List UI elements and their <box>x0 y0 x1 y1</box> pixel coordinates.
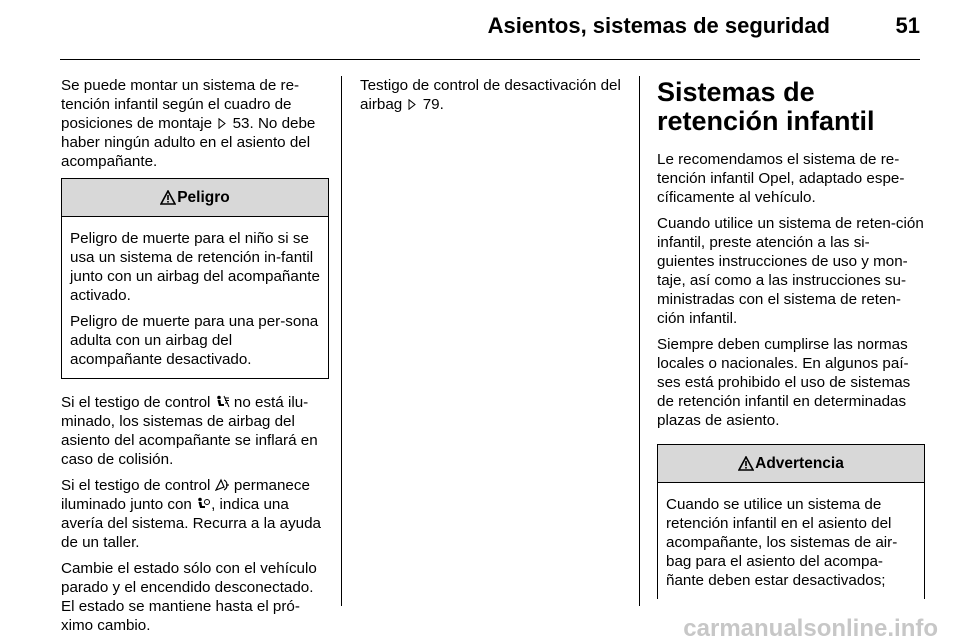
airbag-off-indicator-icon <box>215 395 230 409</box>
intro-paragraph: Se puede montar un sistema de re-tención infantil según el cuadro de posiciones de montaje 53. No debe haber ningún adulto en el asiento del acompañante. <box>61 77 316 170</box>
warning-triangle-icon <box>738 456 754 471</box>
column-right <box>657 76 925 613</box>
column-middle <box>360 76 622 121</box>
airbag-warning-icon <box>196 497 211 511</box>
column-left <box>61 76 329 642</box>
danger-box <box>61 178 329 379</box>
warning-triangle-icon <box>160 190 176 205</box>
body-paragraph: Le recomendamos el sistema de re-tención infantil Opel, adaptado espe-cíficamente al vehículo. <box>657 151 905 206</box>
page-reference-arrow-icon <box>408 99 416 110</box>
header-title: Asientos, sistemas de seguridad <box>487 13 830 38</box>
danger-box-title: Peligro <box>177 189 230 206</box>
watermark: carmanualsonline.info <box>683 615 938 642</box>
testigo-desactivacion-paragraph: Testigo de control de desactivación del airbag 79. <box>360 77 621 113</box>
warning-box-header <box>658 445 924 483</box>
warning-box-body <box>658 483 924 599</box>
testigo-fault-paragraph: Si el testigo de control permanece iluminado junto con , indica una avería del sistema. Recurra a la ayuda de un taller. <box>61 477 322 551</box>
section-heading: Sistemas de retención infantil <box>657 77 875 136</box>
column-divider <box>341 76 342 606</box>
testigo-paragraph: Si el testigo de control no está ilu-minado, los sistemas de airbag del asiento del acompañante se inflará en caso de colisión. <box>61 394 318 468</box>
body-paragraph: Siempre deben cumplirse las normas locales o nacionales. En algunos paí-ses está prohibido el uso de sistemas de retención infantil en determinadas plazas de asiento. <box>657 336 911 429</box>
column-divider <box>639 76 640 606</box>
danger-box-body <box>62 217 328 378</box>
header-rule <box>60 59 920 60</box>
body-paragraph: Cuando utilice un sistema de reten-ción infantil, preste atención a las si-guientes instrucciones de uso y mon-taje, así como a las instrucciones su-ministradas con el sistema de reten-ción infantil. <box>657 215 924 327</box>
warning-box-title: Advertencia <box>755 455 844 472</box>
warning-paragraph: Cuando se utilice un sistema de retención infantil en el asiento del acompañante, los sistemas de air-bag para el asiento del acompa-ñante deben estar desactivados; <box>666 496 898 589</box>
airbag-status-indicator-icon <box>215 478 230 492</box>
danger-paragraph: Peligro de muerte para el niño si se usa un sistema de retención in-fantil junto con un airbag del acompañante activado. <box>70 230 320 304</box>
warning-box <box>657 444 925 599</box>
page-number: 51 <box>895 13 920 38</box>
cambie-paragraph: Cambie el estado sólo con el vehículo parado y el encendido desconectado. El estado se mantiene hasta el pró-ximo cambio. <box>61 560 317 634</box>
danger-box-header <box>62 179 328 217</box>
danger-paragraph: Peligro de muerte para una per-sona adulta con un airbag del acompañante desactivado. <box>70 313 319 368</box>
page-reference-arrow-icon <box>218 118 226 129</box>
